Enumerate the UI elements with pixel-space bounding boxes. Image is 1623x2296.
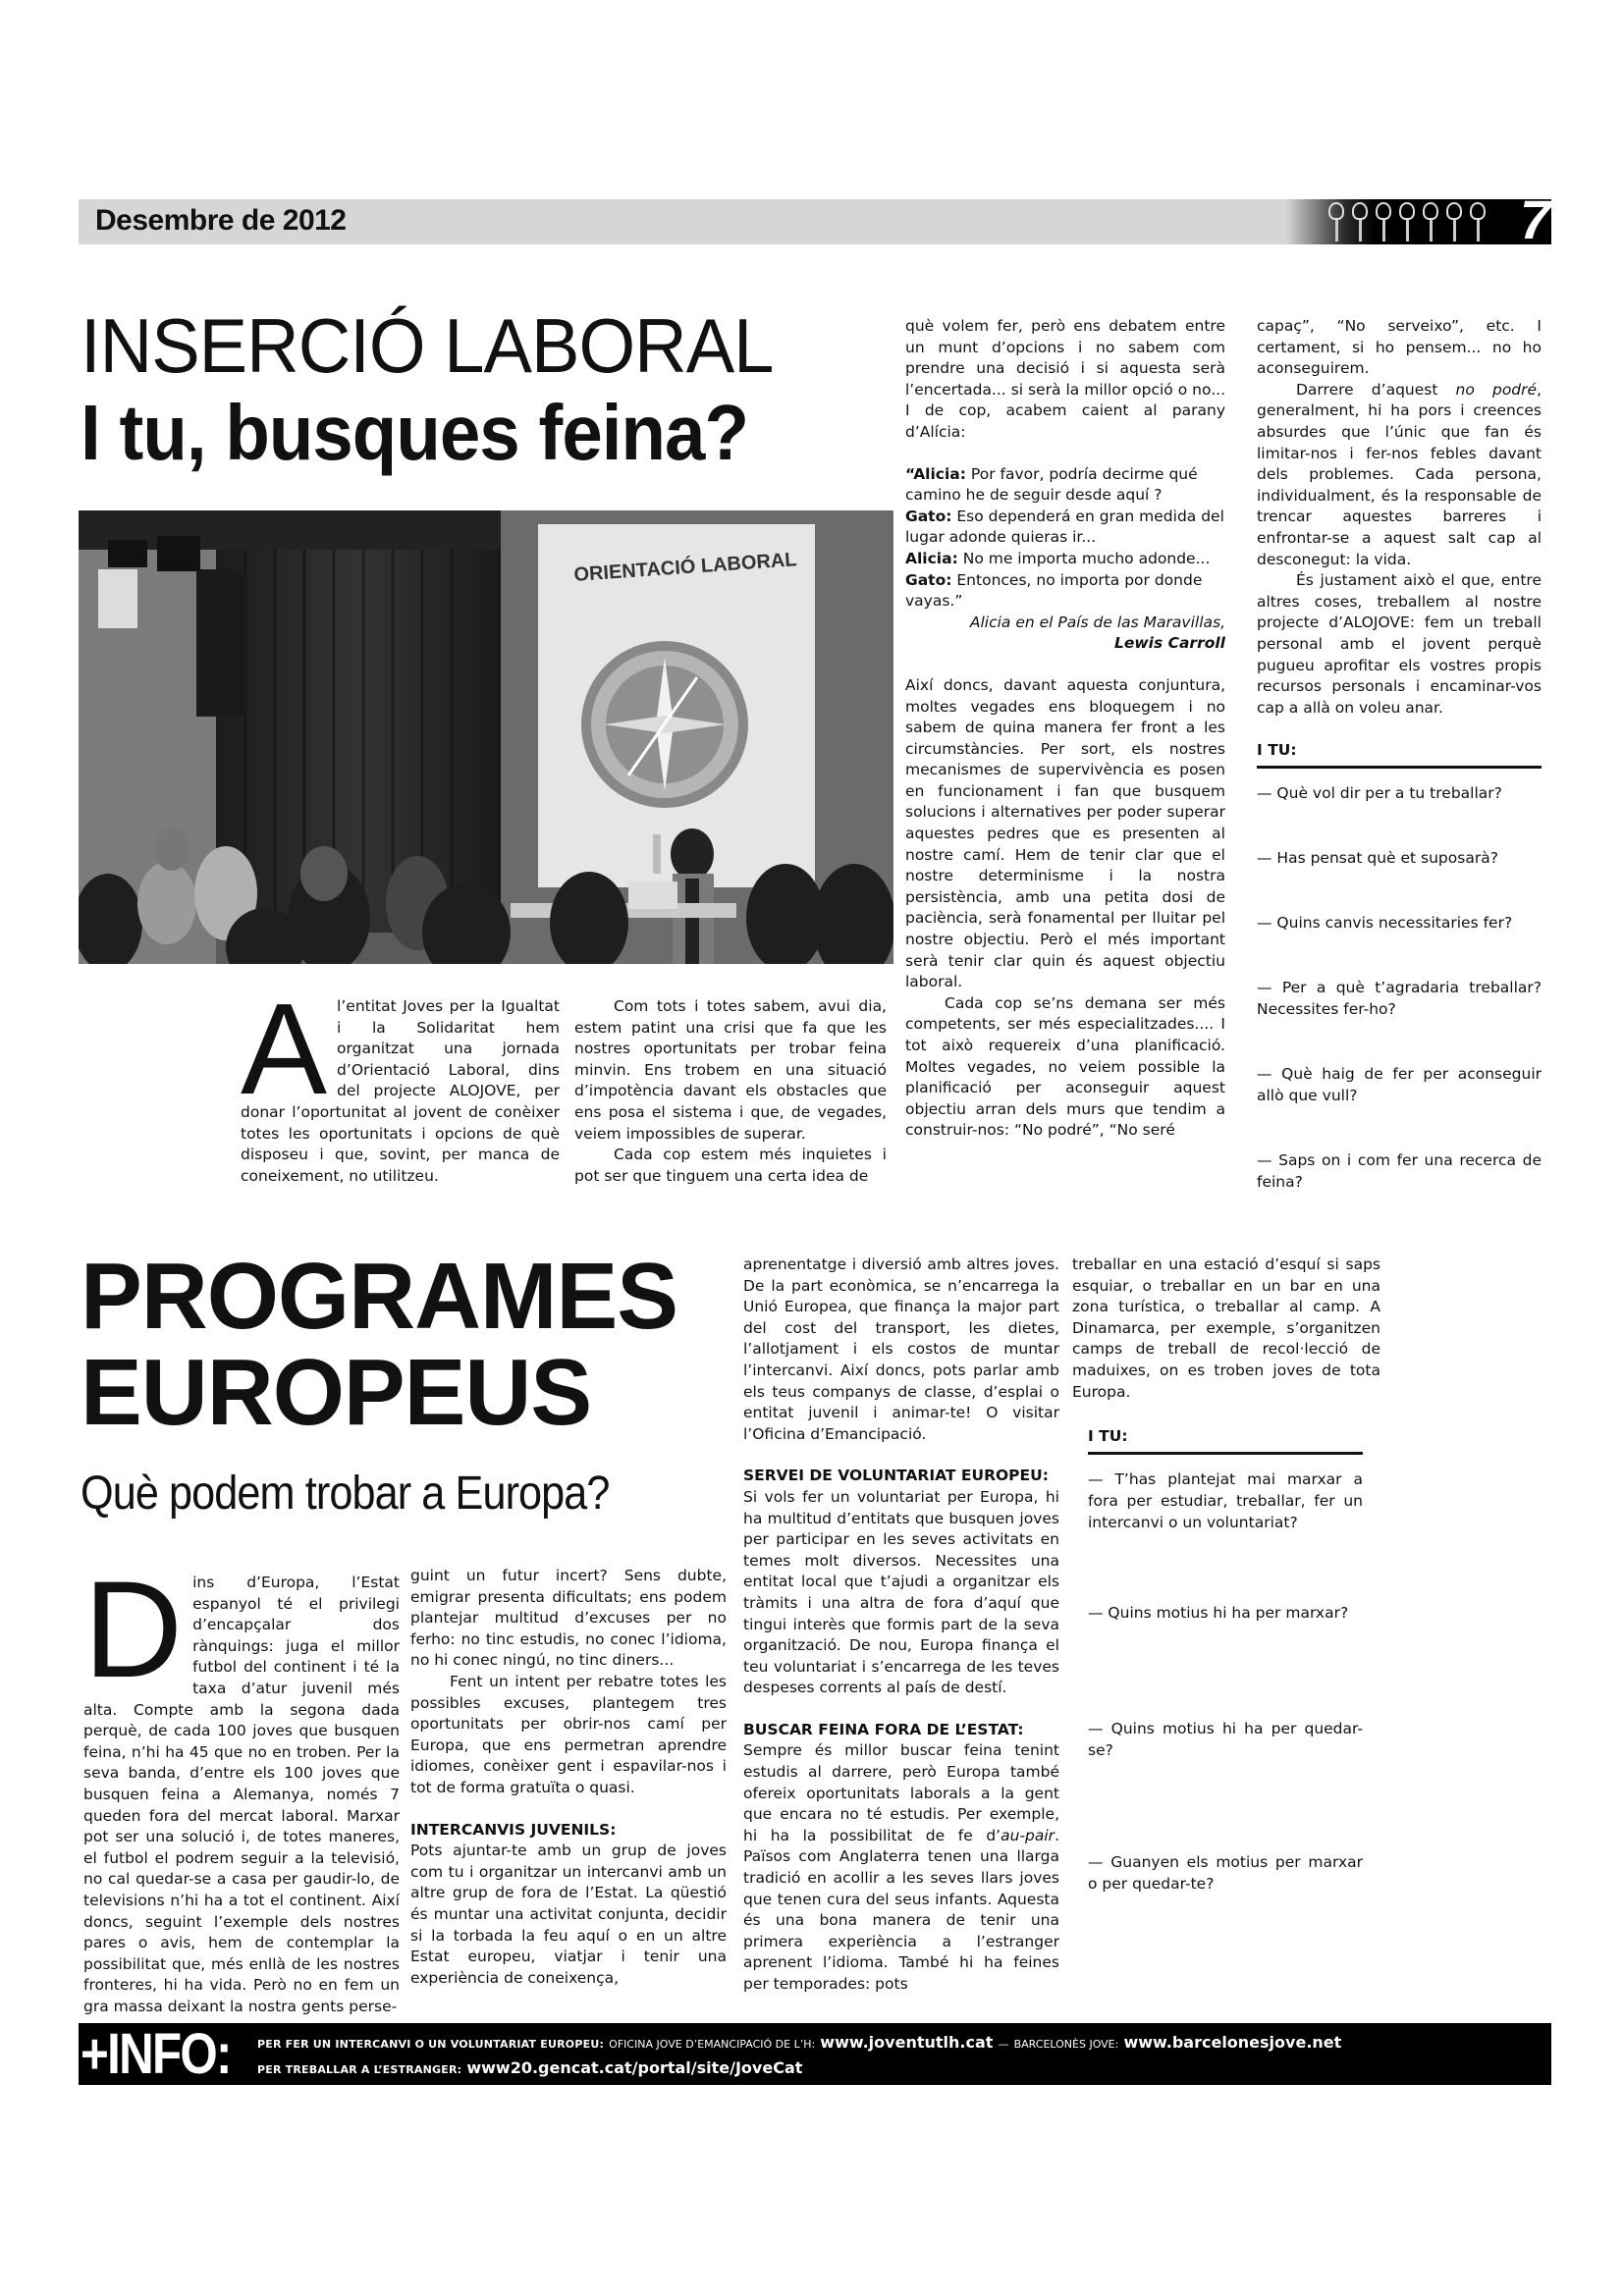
paragraph: Sempre és millor buscar feina tenint estudis al darrere, però Europa també ofereix oportunitats laborals a la gent que encara no té estudis. Per exemple, hi ha la possibilitat de fe d’au-pair. Països com Anglaterra tenen una llarga tradició en acollir a les seves llars joves que tenen cura del seus infants. Aquesta és una bona manera de tenir una primera experiència a l’estranger aprenent l’idioma. També hi ha feines per temporades: pots bbox=[743, 1741, 1059, 1993]
article1-column-2 bbox=[574, 996, 887, 1187]
article1-column-4 bbox=[1257, 316, 1542, 1236]
paragraph: treballar en una estació d’esquí si saps esquiar, o treballar en un bar en una zona turística, o treballar al camp. A Dinamarca, per exemple, s’organitzen camps de treball de recol·lecció de maduixes, on es troben joves de tota Europa. bbox=[1072, 1255, 1380, 1401]
paragraph: Com tots i totes sabem, avui dia, estem patint una crisi que fa que les nostres oportunitats per trobar feina minvin. Ens trobem en una situació d’impotència davant els obstacles que ens posa el sistema i que, de vegades, veiem impossibles de superar. bbox=[574, 997, 887, 1143]
paragraph: Pots ajuntar-te amb un grup de joves com tu i organitzar un intercanvi amb un altre grup de fora de l’Estat. La qüestió és muntar una activitat conjunta, decidir si la torbada la feu aquí o en un altre Estat europeu, viatjar i tenir una experiència de coneixença, bbox=[410, 1842, 727, 1987]
question: — Quins motius hi ha per quedar-se? bbox=[1088, 1719, 1363, 1759]
footer-line-exchange: PER FER UN INTERCANVI O UN VOLUNTARIAT EUROPEU: OFICINA JOVE D’EMANCIPACIÓ DE L’H: www.joventutlh.cat — BARCELONÈS JOVE: www.barcelonesjove.net bbox=[257, 2033, 1342, 2052]
paragraph: És justament això el que, entre altres coses, treballem al nostre projecte d’ALOJOVE: fem un treball personal amb el jovent perquè pugueu aprofitar els vostres propis recursos personals i encaminar-vos cap a allà on voleu anar. bbox=[1257, 571, 1542, 717]
article2-column-3 bbox=[743, 1255, 1059, 1996]
keys-icon bbox=[1325, 200, 1512, 243]
question: — Saps on i com fer una recerca de feina? bbox=[1257, 1150, 1542, 1191]
intro-text: ins d’Europa, l’Estat espanyol té el privilegi d’encapçalar dos rànquings: juga el millor futbol del continent i té la taxa d’atur juvenil més alta. Compte amb la segona dada perquè, de cada 100 joves que busquen feina, n’hi ha 45 que no en troben. Per la seva banda, d’entre els 100 joves que busquen feina a Alemanya, només 7 queden fora del mercat laboral. Marxar pot ser una solució i, de totes maneres, el futbol el podrem seguir a la televisió, no cal quedar-se a casa per gaudir-lo, de televisions n’hi ha a tot el continent. Així doncs, seguint l’exemple dels nostres pares o avis, hem de contemplar la possibilitat que, més enllà de les nostres fronteres, hi ha vida. Però no en fem un gra massa deixant la nostra gents perse- bbox=[83, 1574, 400, 2015]
article1-headline: I tu, busques feina? bbox=[81, 389, 748, 476]
issue-date: Desembre de 2012 bbox=[95, 204, 347, 237]
section-heading-buscar-feina: BUSCAR FEINA FORA DE L’ESTAT: bbox=[743, 1720, 1024, 1738]
i-tu-heading: I TU: bbox=[1257, 740, 1542, 769]
article2-subhead: Què podem trobar a Europa? bbox=[81, 1468, 610, 1520]
article1-photo bbox=[79, 510, 893, 964]
paragraph: Darrere d’aquest no podré, generalment, hi ha pors i creences absurdes que l’únic que fan és limitar-nos i fer-nos febles davant dels problemes. Cada persona, individualment, és la responsable de trencar aquestes barreres i enfrontar-se a aquest salt cap al desconegut: la vida. bbox=[1257, 380, 1542, 568]
paragraph: Cada cop estem més inquietes i pot ser que tinguem una certa idea de bbox=[574, 1146, 887, 1185]
paragraph: Així doncs, davant aquesta conjuntura, moltes vegades ens bloquegem i no sabem de quina manera fer front a les circumstàncies. Per sort, els nostres mecanismes de supervivència es posen en funcionament i fan que busquem solucions i alternatives per poder superar aquestes pedres que es presenten al nostre camí. Hem de tenir clar que el nostre determinisme i la nostra persistència, amb una petita dosi de paciència, serà fonamental per lluitar pel nostre objectiu. Però el més important serà tenir clar quin és aquest objectiu laboral. bbox=[905, 675, 1225, 991]
info-footer bbox=[79, 2023, 1551, 2085]
footer-line-abroad: PER TREBALLAR A L’ESTRANGER: www20.gencat.cat/portal/site/JoveCat bbox=[257, 2058, 803, 2077]
question: — Quins motius hi ha per marxar? bbox=[1088, 1603, 1349, 1622]
intro-text: l’entitat Joves per la Igualtat i la Solidaritat hem organitzat una jornada d’Orientació Laboral, dins del projecte ALOJOVE, per donar l’oportunitat al jovent de conèixer totes les oportunitats i opcions de què disposeu i que, sovint, per manca de coneixement, no utilitzeu. bbox=[241, 997, 560, 1185]
question: — Què vol dir per a tu treballar? bbox=[1257, 783, 1502, 802]
paragraph: Si vols fer un voluntariat per Europa, hi ha multitud d’entitats que busquen joves per participar en les seves activitats en temes molt diversos. Necessites una entitat local que t’ajudi a organitzar els tràmits i una altra de fora d’aquí que tingui interès que formis part de la seva organització. De nou, Europa finança el teu voluntariat i s’encarrega de les teves despeses corrents al país de destí. bbox=[743, 1487, 1059, 1697]
question: — Per a què t’agradaria treballar? Necessites fer-ho? bbox=[1257, 978, 1542, 1018]
paragraph: capaç”, “No serveixo”, etc. I certament, si ho pensem... no ho aconseguirem. bbox=[1257, 317, 1542, 378]
paragraph: què volem fer, però ens debatem entre un munt d’opcions i no sabem com prendre una decisió i si aquesta serà l’encertada... si serà la millor opció o no... I de cop, acabem caient al parany d’Alícia: bbox=[905, 317, 1225, 441]
paragraph: aprenentatge i diversió amb altres joves. De la part econòmica, se n’encarrega la Unió Europea, que finança la major part del cost del transport, les dietes, l’allotjament i els costos de muntar l’intercanvi. Així doncs, pots parlar amb els teus companys de classe, d’esplai o entitat juvenil i animar-te! O visitar l’Oficina d’Emancipació. bbox=[743, 1255, 1059, 1443]
question: — Has pensat què et suposarà? bbox=[1257, 848, 1498, 867]
i-tu-box bbox=[1088, 1426, 1363, 1895]
i-tu-box bbox=[1257, 740, 1542, 1193]
question: — Quins canvis necessitaries fer? bbox=[1257, 913, 1513, 932]
section-heading-voluntariat: SERVEI DE VOLUNTARIAT EUROPEU: bbox=[743, 1467, 1049, 1485]
paragraph: Cada cop se’ns demana ser més competents, ser més especialitzades.... I tot això requereix d’una planificació. Moltes vegades, no veiem possible la planificació per aconseguir aquest objectiu arran dels murs que tendim a construir-nos: “No podré”, “No seré bbox=[905, 993, 1225, 1140]
paragraph: Fent un intent per rebatre totes les possibles excuses, plantegem tres oportunitats per obrir-nos camí per Europa, que ens permetran aprendre idiomes, conèixer gent i espavilar-nos i tot de forma gratuïta o quasi. bbox=[410, 1672, 727, 1796]
article2-column-4 bbox=[1072, 1255, 1380, 1938]
article1-column-1 bbox=[241, 977, 560, 1187]
link-barcelonesjove[interactable]: www.barcelonesjove.net bbox=[1123, 2033, 1342, 2052]
presentation-photo-icon bbox=[79, 510, 893, 964]
article2-column-2 bbox=[410, 1566, 727, 1989]
article1-kicker: INSERCIÓ LABORAL bbox=[81, 302, 774, 389]
info-label: +INFO: bbox=[81, 2022, 231, 2086]
question: — Què haig de fer per aconseguir allò que vull? bbox=[1257, 1064, 1542, 1104]
link-jovecat[interactable]: www20.gencat.cat/portal/site/JoveCat bbox=[466, 2058, 803, 2077]
paragraph: guint un futur incert? Sens dubte, emigrar presenta dificultats; ens podem plantejar multitud d’excuses per no ferho: no tinc estudis, no conec l’idioma, no hi conec ningú, no tinc diners... bbox=[410, 1567, 727, 1670]
i-tu-heading: I TU: bbox=[1088, 1426, 1363, 1455]
quote-source: Alicia en el País de las Maravillas, bbox=[969, 613, 1225, 631]
quote-author: Lewis Carroll bbox=[1113, 634, 1225, 653]
question: — T’has plantejat mai marxar a fora per estudiar, treballar, fer un intercanvi o un voluntariat? bbox=[1088, 1469, 1363, 1531]
section-heading-intercanvis: INTERCANVIS JUVENILS: bbox=[410, 1820, 617, 1839]
page-number: 7 bbox=[1520, 188, 1551, 250]
article2-column-1 bbox=[83, 1552, 400, 2017]
alice-quote: “Alicia: Por favor, podría decirme qué camino he de seguir desde aquí ? Gato: Eso dependerá en gran medida del lugar adonde quieras ir... Alicia: No me importa mucho adonde... Gato: Entonces, no importa por donde vayas.” Alicia en el País de las Maravillas, Lewis Carroll bbox=[905, 464, 1225, 655]
article2-headline: PROGRAMES EUROPEUS bbox=[81, 1244, 677, 1445]
link-joventutlh[interactable]: www.joventutlh.cat bbox=[820, 2033, 994, 2052]
svg-text:ORIENTACIÓ LABORAL: ORIENTACIÓ LABORAL bbox=[572, 549, 798, 586]
article1-column-3 bbox=[905, 316, 1225, 1142]
question: — Guanyen els motius per marxar o per quedar-te? bbox=[1088, 1852, 1363, 1893]
dropcap: D bbox=[83, 1552, 184, 1706]
dropcap: A bbox=[241, 977, 328, 1121]
